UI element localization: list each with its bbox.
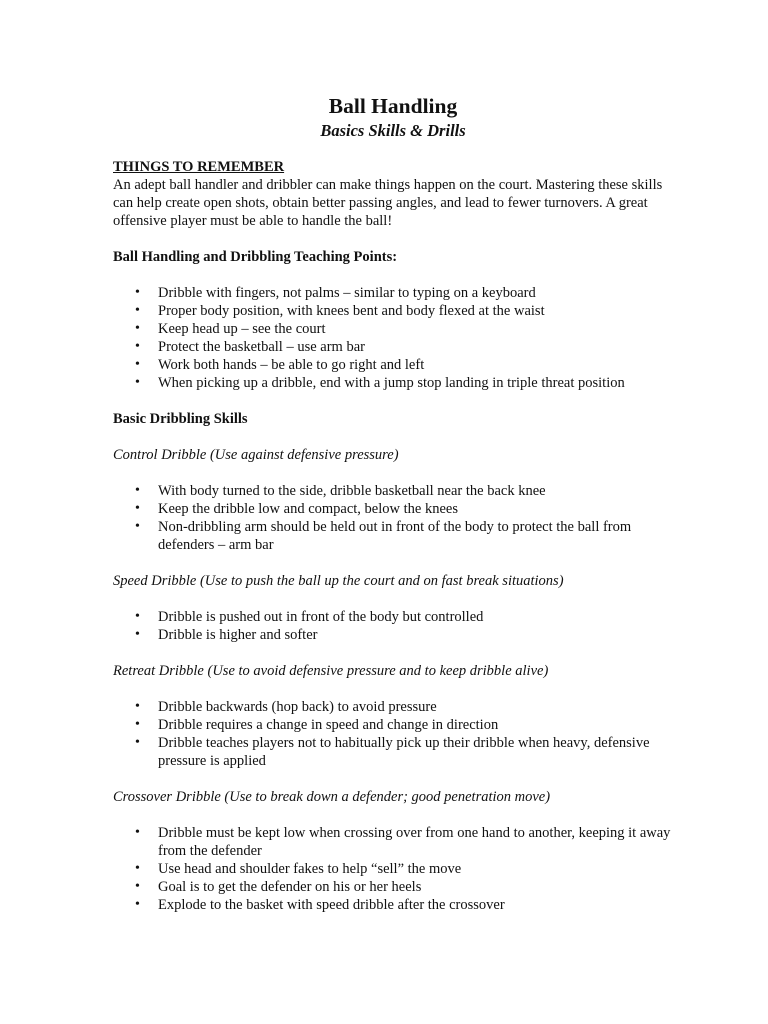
list-item: • Protect the basketball – use arm bar: [135, 339, 365, 355]
crossover-dribble-list: [113, 824, 673, 914]
bullet-icon: •: [135, 825, 140, 840]
document-subtitle: Basics Skills & Drills: [320, 121, 466, 140]
bullet-icon: •: [135, 357, 140, 372]
bullet-icon: •: [135, 339, 140, 354]
teaching-heading: Ball Handling and Dribbling Teaching Points:: [113, 249, 398, 265]
list-item: • Dribble is pushed out in front of the body but controlled: [135, 609, 484, 625]
bullet-icon: •: [135, 609, 140, 624]
list-item: • Non-dribbling arm should be held out in front of the body to protect the ball from defenders – arm bar: [135, 519, 632, 553]
list-item: • Explode to the basket with speed dribble after the crossover: [135, 897, 505, 913]
bullet-icon: •: [135, 879, 140, 894]
list-item: • Proper body position, with knees bent and body flexed at the waist: [135, 303, 545, 319]
basic-skills-heading: Basic Dribbling Skills: [113, 411, 248, 427]
speed-dribble-heading: Speed Dribble (Use to push the ball up the court and on fast break situations): [113, 573, 564, 589]
bullet-icon: •: [135, 699, 140, 714]
list-item: • Dribble is higher and softer: [135, 627, 318, 643]
control-dribble-heading: Control Dribble (Use against defensive pressure): [113, 447, 399, 463]
things-heading: THINGS TO REMEMBER: [113, 159, 285, 175]
bullet-icon: •: [135, 375, 140, 390]
speed-dribble-list: [113, 608, 673, 644]
list-item: • Dribble backwards (hop back) to avoid pressure: [135, 699, 437, 715]
list-item: • Keep the dribble low and compact, below the knees: [135, 501, 458, 517]
retreat-dribble-list: [113, 698, 673, 770]
list-item: • Dribble requires a change in speed and change in direction: [135, 717, 499, 733]
bullet-icon: •: [135, 717, 140, 732]
bullet-icon: •: [135, 483, 140, 498]
crossover-dribble-heading: Crossover Dribble (Use to break down a defender; good penetration move): [113, 789, 551, 805]
list-item: • Use head and shoulder fakes to help “sell” the move: [135, 861, 462, 877]
things-paragraph: An adept ball handler and dribbler can make things happen on the court. Mastering these skills can help create open shots, obtain better passing angles, and lead to fewer turnovers. A great offensive player must be able to handle the ball!: [113, 177, 663, 229]
bullet-icon: •: [135, 897, 140, 912]
list-item: • Dribble must be kept low when crossing over from one hand to another, keeping it away from the defender: [135, 825, 671, 859]
list-item: • Keep head up – see the court: [135, 321, 326, 337]
bullet-icon: •: [135, 321, 140, 336]
retreat-dribble-heading: Retreat Dribble (Use to avoid defensive pressure and to keep dribble alive): [113, 663, 549, 679]
bullet-icon: •: [135, 501, 140, 516]
control-dribble-list: [113, 482, 673, 554]
list-item: • With body turned to the side, dribble basketball near the back knee: [135, 483, 546, 499]
teaching-list: [113, 284, 673, 392]
list-item: • Goal is to get the defender on his or her heels: [135, 879, 422, 895]
bullet-icon: •: [135, 285, 140, 300]
document-title: Ball Handling: [328, 94, 458, 118]
list-item: • Work both hands – be able to go right and left: [135, 357, 425, 373]
bullet-icon: •: [135, 861, 140, 876]
bullet-icon: •: [135, 735, 140, 750]
list-item: • Dribble with fingers, not palms – similar to typing on a keyboard: [135, 285, 536, 301]
bullet-icon: •: [135, 303, 140, 318]
list-item: • When picking up a dribble, end with a jump stop landing in triple threat position: [135, 375, 625, 391]
bullet-icon: •: [135, 519, 140, 534]
document-page: [113, 92, 673, 932]
bullet-icon: •: [135, 627, 140, 642]
list-item: • Dribble teaches players not to habitually pick up their dribble when heavy, defensive pressure is applied: [135, 735, 650, 769]
